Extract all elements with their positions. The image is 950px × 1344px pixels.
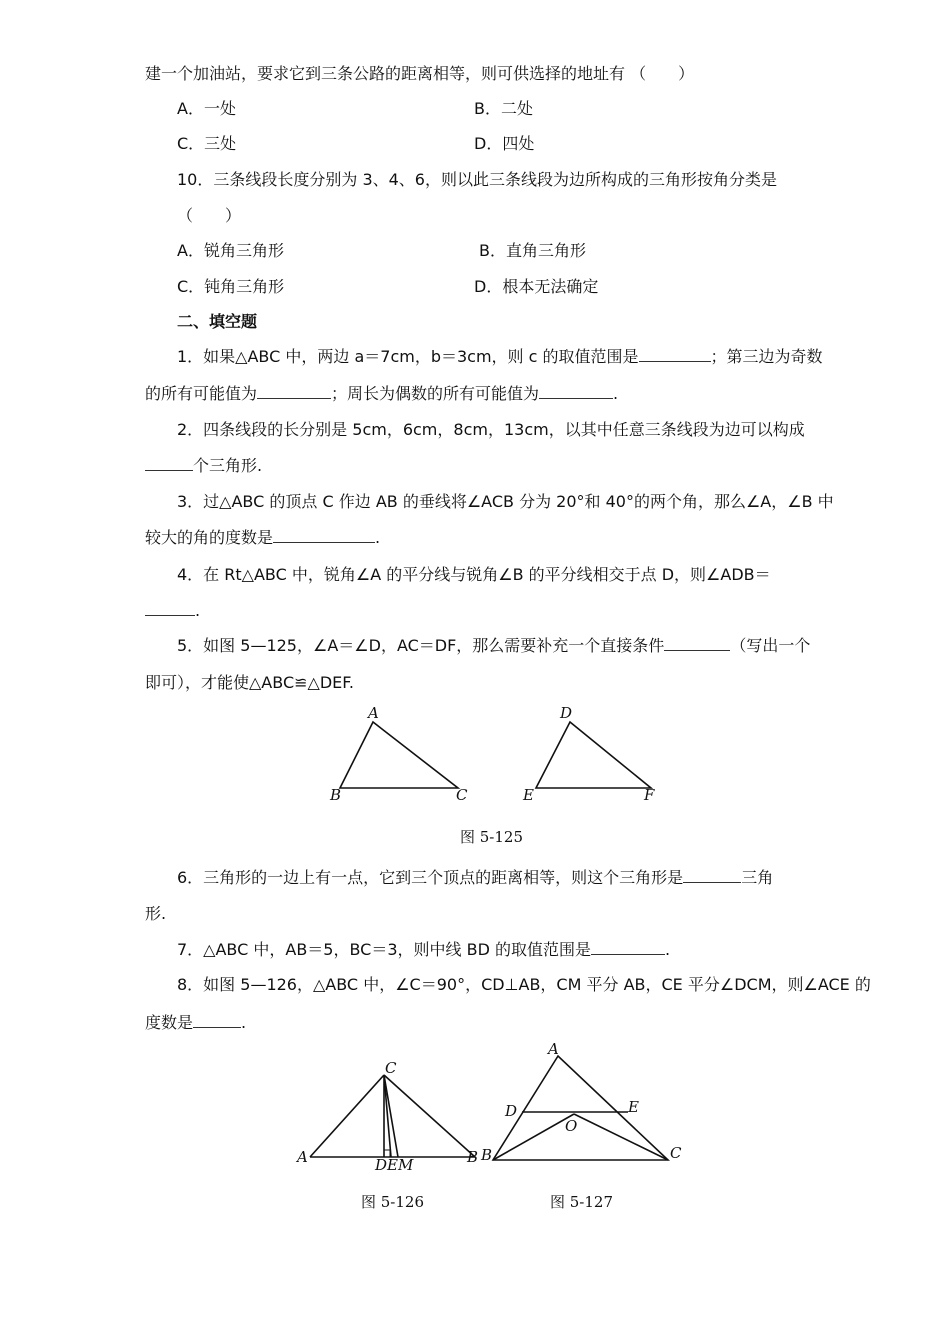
line-ce (384, 1075, 391, 1157)
q10-option-b: B．直角三角形 (479, 241, 586, 260)
label-c: C (456, 786, 468, 804)
q9-option-c: C．三处 (177, 134, 237, 153)
line-ac (310, 1075, 384, 1157)
label-b: B (330, 786, 342, 804)
f8-line2 (145, 1013, 246, 1033)
q10-stem: 10．三条线段长度分别为 3、4、6，则以此三条线段为边所构成的三角形按角分类是 (177, 170, 777, 189)
label-b: B (481, 1146, 493, 1164)
line-bo (493, 1114, 574, 1160)
triangle-def (536, 722, 651, 788)
label-a: A (368, 704, 379, 722)
f1-line1 (177, 347, 823, 367)
f5-line2: 即可），才能使△ABC≌△DEF. (145, 673, 354, 692)
f3-text-a: 较大的角的度数是 (145, 528, 274, 547)
label-d: D (505, 1102, 518, 1120)
f8-blank[interactable] (193, 1013, 241, 1028)
f1-text-c: 的所有可能值为 (145, 384, 258, 403)
line-bc (384, 1075, 475, 1157)
line-oc (574, 1114, 668, 1160)
label-a: A (297, 1148, 308, 1166)
f1-text-a: 1．如果△ABC 中，两边 a＝7cm，b＝3cm，则 c 的取值范围是 (177, 347, 639, 366)
f1-blank-1[interactable] (639, 347, 711, 362)
f4-line2 (145, 601, 200, 621)
f1-blank-2[interactable] (257, 384, 331, 399)
q10-option-c: C．钝角三角形 (177, 277, 285, 296)
f7-text-a: 7．△ABC 中，AB＝5，BC＝3，则中线 BD 的取值范围是 (177, 940, 592, 959)
q9-option-b: B．二处 (474, 99, 533, 118)
f1-blank-3[interactable] (539, 384, 613, 399)
f4-text-b: . (195, 601, 201, 620)
f5-blank[interactable] (664, 636, 730, 651)
figure-5-127-caption: 图 5-127 (550, 1193, 614, 1211)
f6-text-b: 三角 (741, 868, 774, 887)
label-dem: DEM (375, 1156, 414, 1174)
label-o: O (565, 1117, 578, 1135)
f5-text-b: （写出一个 (730, 636, 811, 655)
f3-text-b: . (375, 528, 381, 547)
label-b: B (467, 1148, 479, 1166)
label-e: E (628, 1098, 639, 1116)
f7-text-b: . (665, 940, 671, 959)
f3-line2 (145, 528, 380, 548)
f7-line1 (177, 940, 670, 960)
f6-line2: 形. (145, 904, 167, 923)
f5-line1 (177, 636, 810, 656)
f2-line2 (145, 456, 262, 476)
label-c: C (385, 1059, 397, 1077)
figure-5-125 (320, 700, 680, 810)
f2-line1: 2．四条线段的长分别是 5cm，6cm，8cm，13cm，以其中任意三条线段为边可以构成 (177, 420, 805, 439)
f6-line1 (177, 868, 773, 888)
label-c: C (670, 1144, 682, 1162)
f1-text-e: . (613, 384, 619, 403)
q10-option-d: D．根本无法确定 (474, 277, 599, 296)
f1-line2 (145, 384, 618, 404)
f8-line1: 8．如图 5—126，△ABC 中，∠C＝90°，CD⊥AB，CM 平分 AB，CE 平分∠DCM，则∠ACE 的 (177, 975, 871, 994)
f3-line1: 3．过△ABC 的顶点 C 作边 AB 的垂线将∠ACB 分为 20°和 40°的两个角，那么∠A，∠B 中 (177, 492, 834, 511)
figure-5-126-caption: 图 5-126 (361, 1193, 425, 1211)
f2-text-b: 个三角形. (193, 456, 263, 475)
f5-text-a: 5．如图 5—125，∠A＝∠D，AC＝DF，那么需要补充一个直接条件 (177, 636, 665, 655)
f3-blank[interactable] (273, 528, 375, 543)
f8-text-a: 度数是 (145, 1013, 194, 1032)
triangle-abc (340, 722, 458, 788)
f1-text-d: ；周长为偶数的所有可能值为 (331, 384, 540, 403)
f2-blank[interactable] (145, 456, 193, 471)
line-cm (384, 1075, 398, 1157)
q10-paren: （ ） (177, 206, 242, 225)
f6-text-a: 6．三角形的一边上有一点，它到三个顶点的距离相等，则这个三角形是 (177, 868, 684, 887)
figure-5-125-caption: 图 5-125 (460, 828, 524, 846)
f4-line1: 4．在 Rt△ABC 中，锐角∠A 的平分线与锐角∠B 的平分线相交于点 D，则∠ADB＝ (177, 565, 771, 584)
q10-option-a: A．锐角三角形 (177, 241, 284, 260)
f8-text-b: . (241, 1013, 247, 1032)
f1-text-b: ；第三边为奇数 (710, 347, 823, 366)
figure-5-126 (295, 1055, 495, 1175)
f6-blank[interactable] (683, 868, 741, 883)
label-d: D (560, 704, 573, 722)
figure-5-127 (478, 1036, 698, 1166)
section-heading: 二、填空题 (177, 312, 258, 331)
label-a: A (548, 1040, 559, 1058)
q9-option-d: D．四处 (474, 134, 535, 153)
f7-blank[interactable] (591, 940, 665, 955)
f4-blank[interactable] (145, 601, 195, 616)
label-e: E (523, 786, 534, 804)
label-f: F (644, 786, 655, 804)
q9-option-a: A．一处 (177, 99, 236, 118)
q9-stem: 建一个加油站，要求它到三条公路的距离相等，则可供选择的地址有 （ ） (145, 64, 695, 83)
